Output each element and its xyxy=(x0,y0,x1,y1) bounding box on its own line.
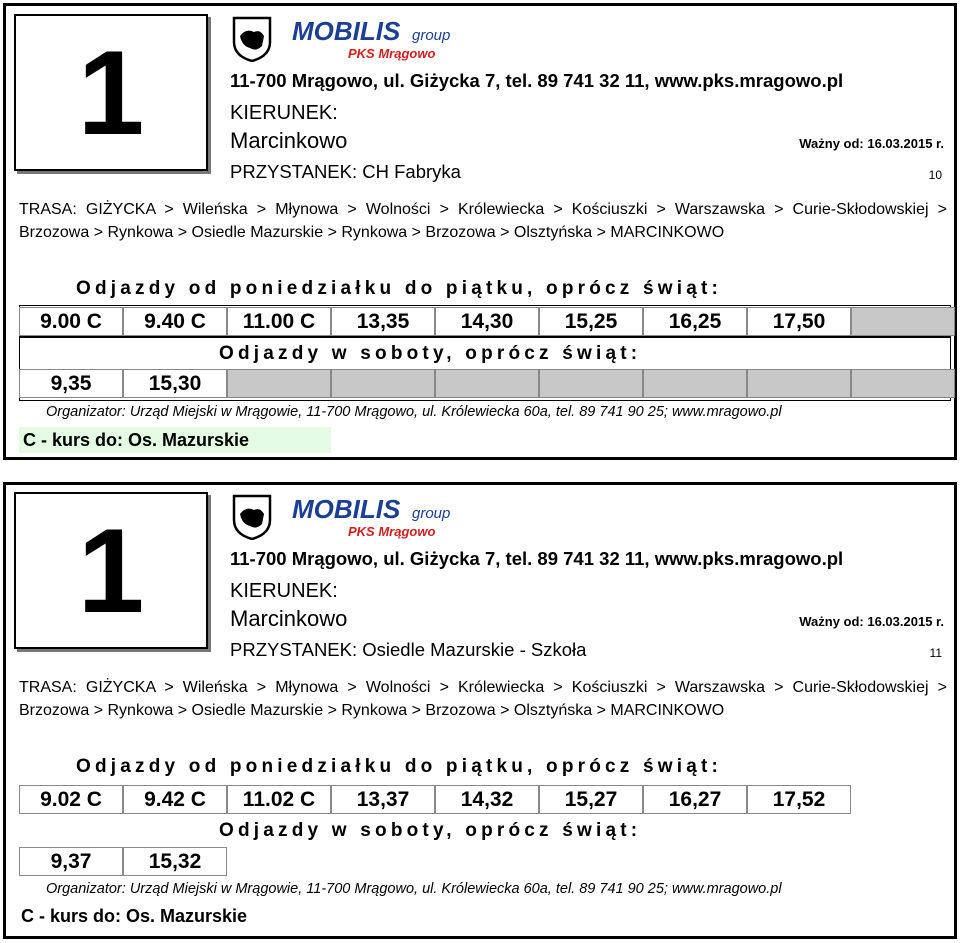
empty-cell xyxy=(435,369,539,398)
line-number: 1 xyxy=(77,25,145,160)
departure-cell: 9.42 C xyxy=(123,785,227,814)
departure-cell: 16,27 xyxy=(643,785,747,814)
departure-cell: 14,30 xyxy=(435,307,539,336)
departure-cell: 15,25 xyxy=(539,307,643,336)
departure-cell: 13,35 xyxy=(331,307,435,336)
departure-cell: 9.02 C xyxy=(19,785,123,814)
saturday-title: Odjazdy w soboty, oprócz świąt: xyxy=(219,820,642,841)
stop-id: 11 xyxy=(929,646,942,660)
departure-cell: 11.00 C xyxy=(227,307,331,336)
empty-cell xyxy=(331,369,435,398)
destination: Marcinkowo xyxy=(230,606,348,631)
operator-address: 11-700 Mrągowo, ul. Giżycka 7, tel. 89 741 32 11, www.pks.mragowo.pl xyxy=(230,548,844,569)
route-description: TRASA: GIŻYCKA > Wileńska > Młynowa > Wolności > Królewiecka > Kościuszki > Warszawska > Curie-Skłodowskiej > Brzozowa > Rynkowa > Osiedle Mazurskie > Rynkowa > Brzozowa > Olsztyńska > MARCINKOWO xyxy=(19,201,947,241)
departure-cell: 9.40 C xyxy=(123,307,227,336)
empty-cell xyxy=(643,369,747,398)
timetable-card-1 xyxy=(3,3,957,460)
departure-cell: 17,52 xyxy=(747,785,851,814)
stop-id: 10 xyxy=(928,168,942,182)
direction-label: KIERUNEK: xyxy=(230,580,338,602)
departure-cell: 11.02 C xyxy=(227,785,331,814)
empty-cell xyxy=(539,369,643,398)
organizer-info: Organizator: Urząd Miejski w Mrągowie, 11-700 Mrągowo, ul. Królewiecka 60a, tel. 89 741 90 25; www.mragowo.pl xyxy=(46,404,782,420)
empty-cell xyxy=(227,369,331,398)
weekday-departures xyxy=(19,307,955,336)
saturday-departures xyxy=(19,847,227,876)
stop-name: PRZYSTANEK: Osiedle Mazurskie - Szkoła xyxy=(230,639,587,660)
empty-cell xyxy=(851,369,955,398)
weekday-title: Odjazdy od poniedziałku do piątku, oprócz świąt: xyxy=(76,756,723,777)
course-legend: C - kurs do: Os. Mazurskie xyxy=(21,906,248,926)
saturday-departures xyxy=(19,369,955,398)
departure-cell: 15,30 xyxy=(123,369,227,398)
weekday-title: Odjazdy od poniedziałku do piątku, oprócz świąt: xyxy=(76,278,723,299)
route-description: TRASA: GIŻYCKA > Wileńska > Młynowa > Wolności > Królewiecka > Kościuszki > Warszawska > Curie-Skłodowskiej > Brzozowa > Rynkowa > Osiedle Mazurskie > Rynkowa > Brzozowa > Olsztyńska > MARCINKOWO xyxy=(19,679,947,719)
mobilis-logo xyxy=(232,14,452,64)
course-legend: C - kurs do: Os. Mazurskie xyxy=(19,427,331,453)
brand-name: MOBILIS xyxy=(292,16,401,46)
weekday-departures xyxy=(19,785,851,814)
empty-cell xyxy=(851,307,955,336)
departure-cell: 16,25 xyxy=(643,307,747,336)
operator-address: 11-700 Mrągowo, ul. Giżycka 7, tel. 89 741 32 11, www.pks.mragowo.pl xyxy=(230,70,844,91)
direction-label: KIERUNEK: xyxy=(230,102,338,124)
empty-cell xyxy=(747,369,851,398)
brand-name: MOBILIS xyxy=(292,494,401,524)
valid-from: Ważny od: 16.03.2015 r. xyxy=(799,614,944,629)
mobilis-logo xyxy=(232,492,452,542)
departure-cell: 17,50 xyxy=(747,307,851,336)
brand-wordmark xyxy=(292,14,452,64)
brand-group: group xyxy=(412,27,451,44)
organizer-info: Organizator: Urząd Miejski w Mrągowie, 11-700 Mrągowo, ul. Królewiecka 60a, tel. 89 741 90 25; www.mragowo.pl xyxy=(46,881,782,897)
departure-cell: 15,32 xyxy=(123,847,227,876)
brand-wordmark xyxy=(292,492,452,542)
brand-group: group xyxy=(412,505,451,522)
departure-cell: 14,32 xyxy=(435,785,539,814)
saturday-title: Odjazdy w soboty, oprócz świąt: xyxy=(219,343,642,364)
timetable-card-2 xyxy=(3,482,957,939)
departure-cell: 9,37 xyxy=(19,847,123,876)
destination: Marcinkowo xyxy=(230,128,348,153)
line-number: 1 xyxy=(77,503,145,638)
brand-sub: PKS Mrągowo xyxy=(348,524,436,539)
crest-icon xyxy=(232,16,272,62)
line-number-box xyxy=(14,14,208,171)
departure-cell: 9.00 C xyxy=(19,307,123,336)
crest-icon xyxy=(232,494,272,540)
brand-sub: PKS Mrągowo xyxy=(348,46,436,61)
stop-name: PRZYSTANEK: CH Fabryka xyxy=(230,161,461,182)
valid-from: Ważny od: 16.03.2015 r. xyxy=(799,136,944,151)
departure-cell: 13,37 xyxy=(331,785,435,814)
line-number-box xyxy=(14,492,208,649)
departure-cell: 9,35 xyxy=(19,369,123,398)
departure-cell: 15,27 xyxy=(539,785,643,814)
